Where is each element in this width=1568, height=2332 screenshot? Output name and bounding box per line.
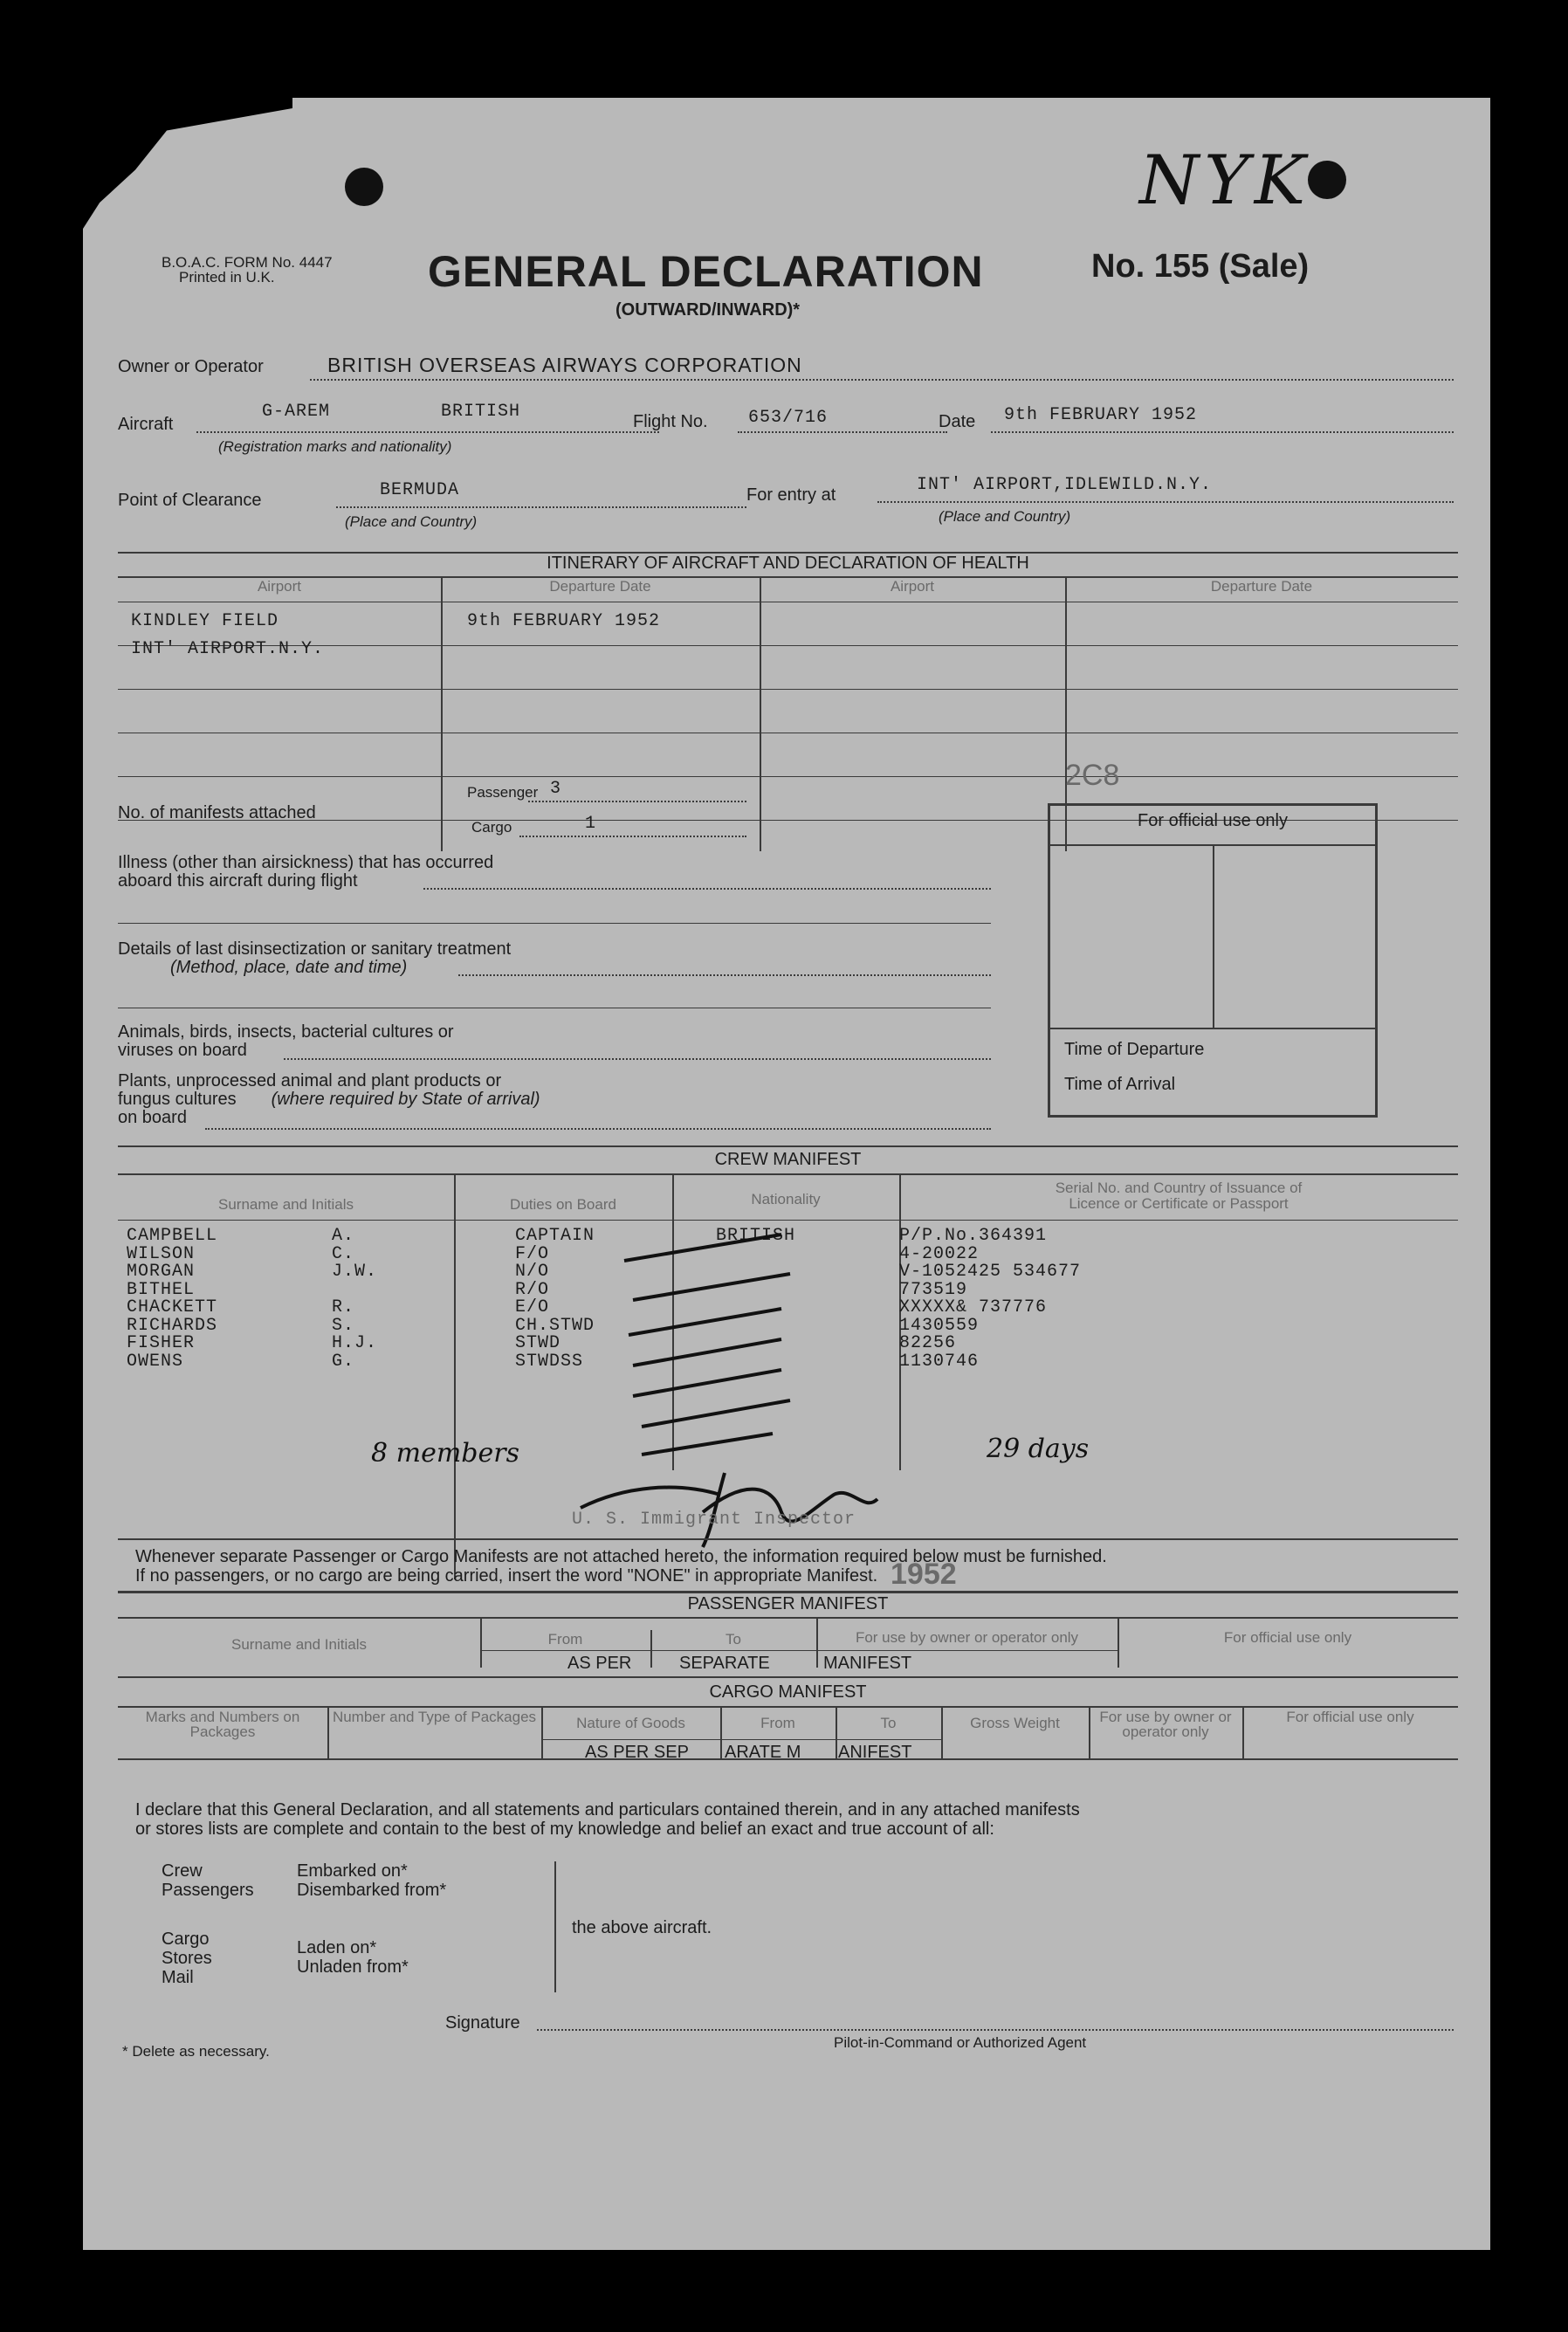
crew-surname: CAMPBELL [127, 1226, 218, 1246]
itinerary-col-airport: Airport [257, 578, 302, 595]
cargo-col-number: Number and Type of Packages [332, 1709, 537, 1725]
punch-hole [345, 168, 383, 206]
declaration-cargo: Cargo Stores Mail [162, 1930, 212, 1987]
handwritten-code: NYK [1139, 141, 1311, 220]
page-title: GENERAL DECLARATION [428, 247, 984, 296]
signature-label: Signature [445, 2013, 520, 2033]
passenger-col-name: Surname and Initials [231, 1636, 367, 1653]
crew-initials: H.J. [332, 1333, 378, 1353]
clearance-hint: (Place and Country) [345, 513, 478, 530]
manifests-label: No. of manifests attached [118, 803, 316, 822]
flight-label: Flight No. [633, 412, 708, 431]
passenger-col-owner: For use by owner or operator only [855, 1629, 1079, 1646]
owner-value: BRITISH OVERSEAS AIRWAYS CORPORATION [327, 354, 802, 376]
cargo-title: CARGO MANIFEST [709, 1682, 867, 1702]
delete-note: * Delete as necessary. [122, 2043, 270, 2060]
aircraft-hint: (Registration marks and nationality) [218, 438, 452, 455]
passenger-count: 3 [550, 779, 562, 799]
punch-hole [1308, 161, 1346, 199]
entry-hint: (Place and Country) [939, 508, 1071, 525]
crew-surname: RICHARDS [127, 1315, 218, 1336]
aircraft-label: Aircraft [118, 415, 174, 434]
crew-serial: 1130746 [899, 1351, 980, 1372]
crew-initials: A. [332, 1226, 355, 1246]
nationality-ditto-marks [607, 1226, 816, 1462]
handwritten-members: 8 members [371, 1438, 519, 1469]
cargo-col-marks: Marks and Numbers on Packages [145, 1709, 300, 1740]
crew-serial: XXXXX& 737776 [899, 1297, 1048, 1317]
cargo-col-to: To [880, 1715, 897, 1731]
passenger-col-official: For official use only [1223, 1629, 1352, 1646]
crew-duty: STWDSS [515, 1351, 584, 1372]
passenger-col-to: To [726, 1631, 741, 1648]
crew-duty: E/O [515, 1297, 550, 1317]
itinerary-col-departure-2: Departure Date [1210, 578, 1313, 595]
entry-value: INT' AIRPORT,IDLEWILD.N.Y. [917, 475, 1213, 495]
passenger-col-from: From [547, 1631, 583, 1648]
itinerary-row-date: 9th FEBRUARY 1952 [467, 611, 661, 631]
cargo-count: 1 [585, 814, 597, 834]
crew-surname: MORGAN [127, 1262, 196, 1282]
passenger-fill: SEPARATE [679, 1654, 770, 1673]
declaration-above: the above aircraft. [572, 1918, 712, 1937]
crew-initials: G. [332, 1351, 355, 1372]
disinsectization-label: Details of last disinsectization or sanitary treatment (Method, place, date and time) [118, 939, 512, 977]
crew-surname: CHACKETT [127, 1297, 218, 1317]
crew-duty: CH.STWD [515, 1315, 595, 1336]
itinerary-title: ITINERARY OF AIRCRAFT AND DECLARATION OF HEALTH [547, 554, 1029, 573]
crew-serial: 1430559 [899, 1315, 980, 1336]
crew-serial: 4-20022 [899, 1243, 980, 1264]
crew-initials: J.W. [332, 1262, 378, 1282]
clearance-label: Point of Clearance [118, 491, 262, 510]
crew-duty: CAPTAIN [515, 1226, 595, 1246]
crew-col-nationality: Nationality [751, 1191, 821, 1207]
itinerary-row-airport: INT' AIRPORT.N.Y. [131, 639, 325, 659]
handwritten-days: 29 days [987, 1434, 1090, 1464]
passenger-fill: MANIFEST [823, 1654, 912, 1673]
cargo-col-weight: Gross Weight [970, 1715, 1060, 1731]
cargo-col-owner: For use by owner or operator only [1099, 1709, 1232, 1740]
crew-nationality: BRITISH [716, 1226, 796, 1246]
crew-duty: N/O [515, 1262, 550, 1282]
stamp-code: 2C8 [1065, 759, 1120, 792]
passenger-title: PASSENGER MANIFEST [687, 1594, 889, 1613]
flight-value: 653/716 [748, 408, 829, 428]
clearance-value: BERMUDA [380, 480, 460, 500]
crew-surname: WILSON [127, 1243, 196, 1264]
cargo-fill: ANIFEST [838, 1743, 912, 1762]
crew-surname: FISHER [127, 1333, 196, 1353]
crew-serial: P/P.No.364391 [899, 1226, 1048, 1246]
crew-duty: STWD [515, 1333, 561, 1353]
declaration-crew: Crew Passengers [162, 1861, 254, 1900]
crew-surname: OWENS [127, 1351, 184, 1372]
aircraft-registration: G-AREM [262, 402, 331, 422]
declaration-number: No. 155 (Sale) [1091, 248, 1310, 285]
cargo-col-official: For official use only [1286, 1709, 1414, 1725]
cargo-col-nature: Nature of Goods [576, 1715, 685, 1731]
crew-initials: R. [332, 1297, 355, 1317]
crew-duty: R/O [515, 1279, 550, 1300]
crew-initials: C. [332, 1243, 355, 1264]
declaration-laden: Laden on* Unladen from* [297, 1938, 409, 1977]
itinerary-col-airport-2: Airport [890, 578, 935, 595]
itinerary-col-departure: Departure Date [549, 578, 651, 595]
cargo-fill: ARATE M [725, 1743, 801, 1762]
declaration-subtitle: (OUTWARD/INWARD)* [616, 300, 801, 320]
animals-label: Animals, birds, insects, bacterial cultures or viruses on board [118, 1022, 454, 1060]
itinerary-row-airport: KINDLEY FIELD [131, 611, 279, 631]
declaration-text: I declare that this General Declaration, and all statements and particulars contained therein, and in any attached manifests or stores lists are complete and contain to the best of my knowledge and belief an exact and true account of all: [135, 1800, 1080, 1839]
crew-initials: S. [332, 1315, 355, 1336]
signer-label: Pilot-in-Command or Authorized Agent [834, 2034, 1087, 2051]
declaration-embark: Embarked on* Disembarked from* [297, 1861, 447, 1900]
passenger-fill: AS PER [567, 1654, 632, 1673]
crew-surname: BITHEL [127, 1279, 196, 1300]
form-number: B.O.A.C. FORM No. 4447 Printed in U.K. [162, 254, 333, 285]
cargo-col-from: From [760, 1715, 795, 1731]
crew-col-duties: Duties on Board [510, 1196, 616, 1213]
crew-serial: V-1052425 534677 [899, 1262, 1082, 1282]
illness-label: Illness (other than airsickness) that has occurred aboard this aircraft during flight [118, 853, 494, 891]
plants-label: Plants, unprocessed animal and plant products or fungus cultures (where required by State of arrival) on board [118, 1071, 540, 1127]
cargo-fill: AS PER SEP [585, 1743, 689, 1762]
entry-label: For entry at [746, 485, 836, 505]
date-value: 9th FEBRUARY 1952 [1004, 405, 1198, 425]
inspector-line: U. S. Immigrant Inspector [572, 1510, 856, 1530]
cargo-count-label: Cargo [471, 819, 512, 836]
crew-duty: F/O [515, 1243, 550, 1264]
inspector-signature [572, 1460, 886, 1556]
declaration-sheet [83, 98, 1490, 2250]
manifest-notice: Whenever separate Passenger or Cargo Manifests are not attached hereto, the information required below must be furnished. If no passengers, or no cargo are being carried, insert the word "NONE" in appropriate Manifest. [135, 1547, 1107, 1586]
date-label: Date [939, 412, 976, 431]
passenger-count-label: Passenger [467, 784, 539, 801]
crew-col-name: Surname and Initials [218, 1196, 354, 1213]
crew-serial: 773519 [899, 1279, 968, 1300]
crew-col-serial: Serial No. and Country of Issuance of Licence or Certificate or Passport [1055, 1180, 1303, 1212]
owner-label: Owner or Operator [118, 357, 264, 376]
crew-title: CREW MANIFEST [714, 1150, 862, 1169]
aircraft-nationality: BRITISH [441, 402, 521, 422]
crew-serial: 82256 [899, 1333, 957, 1353]
stamp-year: 1952 [891, 1558, 957, 1591]
official-use-box: For official use only Time of Departure Time of Arrival [1048, 803, 1378, 1118]
